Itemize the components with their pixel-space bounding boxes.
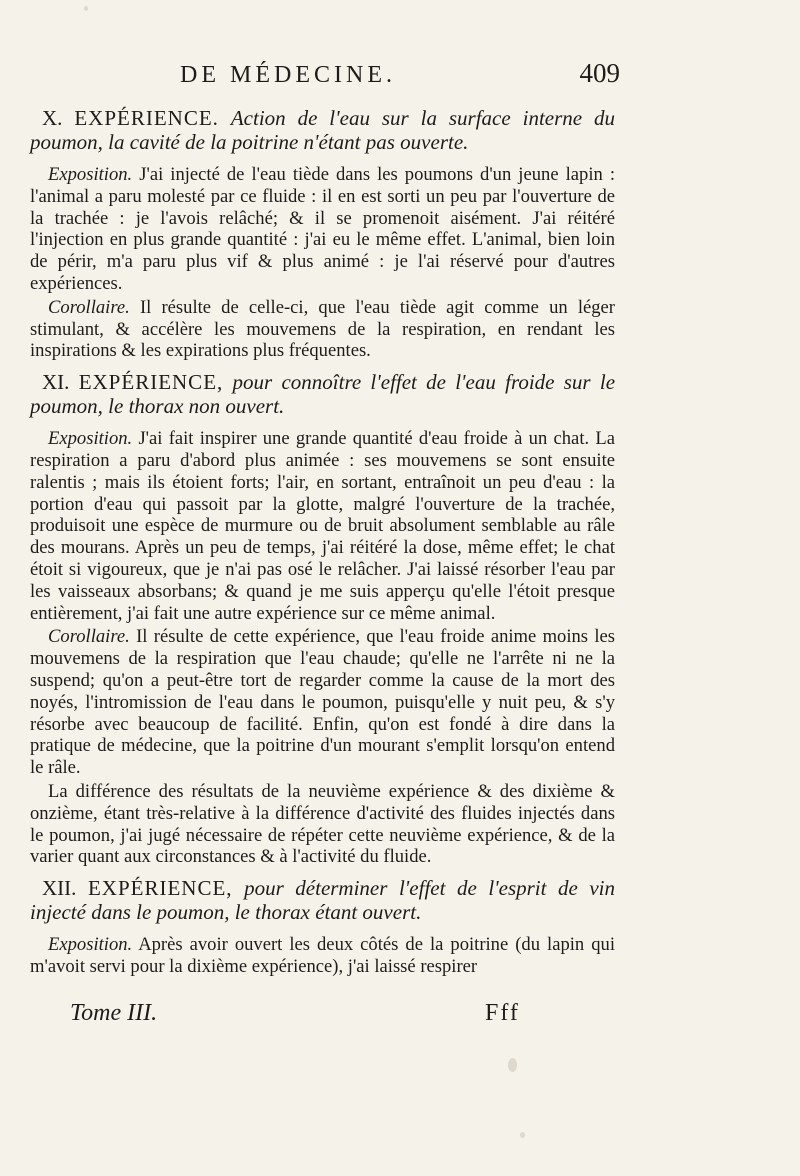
paragraph bbox=[30, 428, 615, 624]
heading-description: pour connoître l'effet de l'eau froide sur le poumon, le thorax non ouvert. bbox=[30, 370, 616, 419]
paragraph bbox=[30, 164, 615, 295]
paper-spot bbox=[520, 1132, 525, 1138]
heading-number: XII. bbox=[42, 876, 77, 901]
running-head-title: DE MÉDECINE. bbox=[180, 62, 396, 88]
paper-spot bbox=[508, 1058, 517, 1072]
experiment-xi bbox=[30, 370, 615, 868]
paragraph bbox=[30, 781, 615, 868]
paragraph-lead: Exposition. bbox=[48, 428, 133, 450]
heading-description: Action de l'eau sur la surface interne du poumon, la cavité de la poitrine n'étant pas ouverte. bbox=[30, 106, 616, 154]
body-text bbox=[30, 98, 615, 980]
section-heading bbox=[30, 370, 615, 418]
volume-label: Tome III. bbox=[70, 1000, 158, 1026]
section-heading bbox=[30, 106, 615, 154]
page-number: 409 bbox=[579, 58, 620, 88]
heading-label: EXPÉRIENCE, bbox=[78, 370, 224, 395]
paragraph-text: La différence des résultats de la neuvième expérience & des dixième & onzième, étant très-relative à la différence d'activité des fluides injectés dans le poumon, j'ai jugé nécessaire de répéter cette neuvième expérience, & de la varier quant aux circonstances & à l'activité du fluide. bbox=[30, 780, 615, 868]
paragraph-text: Après avoir ouvert les deux côtés de la poitrine (du lapin qui m'avoit servi pour la dixième expérience), j'ai laissé respirer bbox=[30, 934, 615, 977]
paper-spot bbox=[84, 6, 88, 11]
paragraph bbox=[30, 934, 615, 978]
heading-number: X. bbox=[42, 106, 63, 130]
section-heading bbox=[30, 876, 615, 924]
paragraph-lead: Exposition. bbox=[48, 934, 133, 956]
paragraph bbox=[30, 626, 615, 779]
signature-mark: Fff bbox=[485, 1000, 520, 1026]
experiment-xii bbox=[30, 876, 615, 978]
running-head bbox=[180, 58, 620, 98]
paragraph-text: Il résulte de cette expérience, que l'eau froide anime moins les mouvemens de la respiration que l'eau chaude; qu'elle ne l'arrête ni ne la suspend; qu'on a peut-être tort de regarder comme la cause de la mort des noyés, l'intromission de l'eau dans le poumon, puisqu'elle y nuit peu, & s'y résorbe avec beaucoup de facilité. Enfin, qu'on est fondé à dire dans la pratique de médecine, que la poitrine d'un mourant s'emplit lorsqu'on entend le râle. bbox=[30, 626, 615, 779]
page-footer bbox=[70, 1000, 550, 1030]
heading-label: EXPÉRIENCE, bbox=[87, 876, 233, 901]
paragraph-lead: Corollaire. bbox=[48, 296, 130, 318]
heading-label: EXPÉRIENCE. bbox=[74, 106, 219, 130]
paragraph-lead: Exposition. bbox=[48, 164, 133, 185]
paragraph bbox=[30, 297, 615, 362]
heading-description: pour déterminer l'effet de l'esprit de vin injecté dans le poumon, le thorax étant ouvert. bbox=[30, 876, 616, 925]
paragraph-text: J'ai injecté de l'eau tiède dans les poumons d'un jeune lapin : l'animal a paru molesté par ce fluide : il en est sorti un peu par l'ouverture de la trachée : je l'avois relâché; & il se promenoit aisément. J'ai réitéré l'injection en plus grande quantité : j'ai eu le même effet. L'animal, bien loin de périr, m'a paru plus vif & plus animé : je l'ai réservé pour d'autres expériences. bbox=[30, 164, 615, 294]
paragraph-text: Il résulte de celle-ci, que l'eau tiède agit comme un léger stimulant, & accélère les mouvemens de la respiration, en rendant les inspirations & les expirations plus fréquentes. bbox=[30, 296, 615, 362]
experiment-x bbox=[30, 106, 615, 362]
paragraph-text: J'ai fait inspirer une grande quantité d'eau froide à un chat. La respiration a paru d'abord plus animée : ses mouvemens se sont ensuite ralentis ; mais ils étoient forts; l'air, en sortant, entraînoit un peu d'eau : la portion d'eau qui passoit par la glotte, malgré l'ouverture de la trachée, produisoit une espèce de murmure ou de bruit absolument semblable au râle des mourans. Après un peu de temps, j'ai réitéré la dose, même effet; le chat étoit si vigoureux, que je n'ai pas osé le relâcher. J'ai laissé résorber l'eau par les vaisseaux absorbans; & quand je me suis apperçu qu'elle l'étoit presque entièrement, j'ai fait une autre expérience sur ce même animal. bbox=[30, 428, 615, 624]
heading-number: XI. bbox=[42, 370, 70, 395]
paragraph-lead: Corollaire. bbox=[48, 626, 130, 648]
